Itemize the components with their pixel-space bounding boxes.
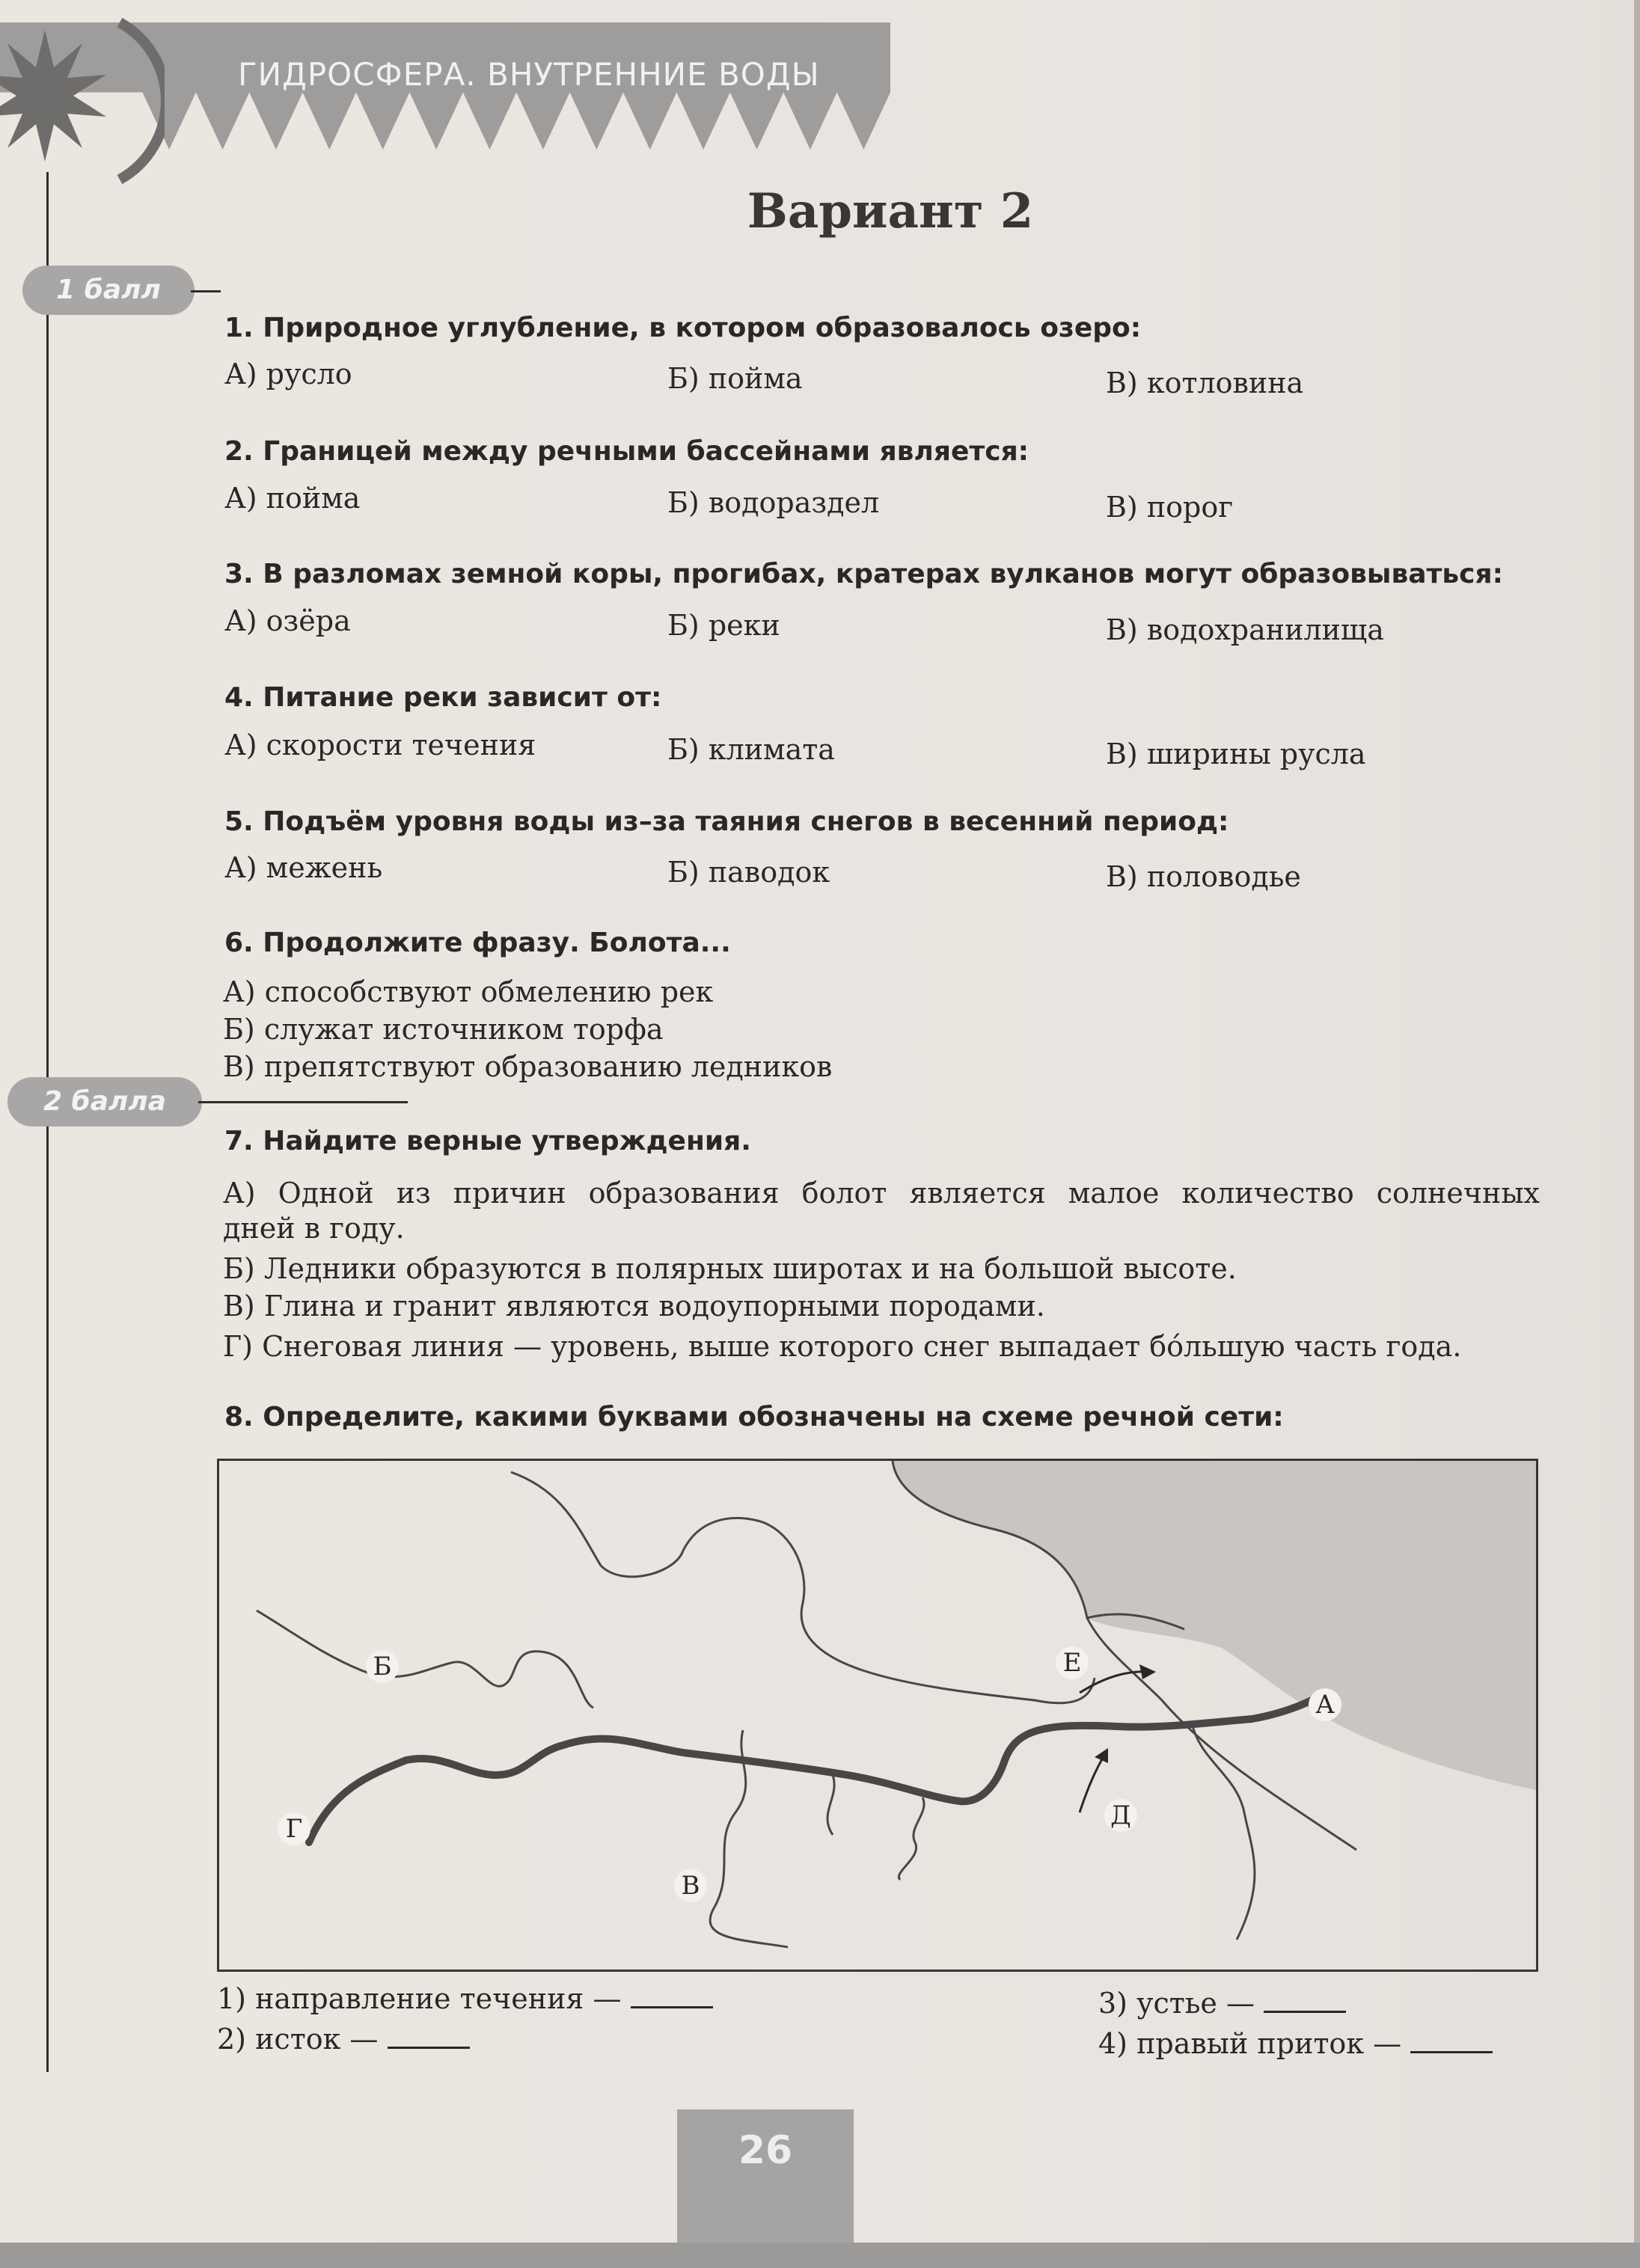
answer-1 (217, 1982, 713, 2015)
q4-option-b: Б) климата (667, 733, 835, 766)
answer-4-label: 4) правый приток — (1098, 2027, 1402, 2060)
q7-option-a-line1: А) Одной из причин образования болот является малое количество солнечных (223, 1177, 1540, 1210)
question-4-title: 4. Питание реки зависит от: (224, 682, 662, 713)
answer-4 (1098, 2027, 1493, 2060)
question-5-title: 5. Подъём уровня воды из–за таяния снегов в весенний период: (224, 806, 1229, 837)
answer-3 (1098, 1987, 1346, 2020)
q4-option-a: А) скорости течения (224, 729, 536, 761)
river-network-diagram (217, 1459, 1538, 1972)
river-tributary-d (1192, 1723, 1255, 1940)
q7-option-b: Б) Ледники образуются в полярных широтах и на большой высоте. (223, 1252, 1237, 1285)
answer-2-label: 2) исток — (217, 2023, 379, 2056)
q4-option-c: В) ширины русла (1106, 738, 1366, 770)
arrow-tributary-flow (1080, 1753, 1106, 1812)
river-map-svg (219, 1461, 1536, 1970)
page-bottom-edge (0, 2243, 1640, 2268)
q5-option-a: А) межень (224, 851, 383, 884)
question-2-title: 2. Границей между речными бассейнами является: (224, 436, 1029, 467)
score-badge-2: 2 балла (7, 1077, 202, 1127)
question-3-title: 3. В разломах земной коры, прогибах, кратерах вулканов могут образовываться: (224, 559, 1504, 589)
answer-4-blank[interactable] (1410, 2029, 1493, 2053)
question-6-title: 6. Продолжите фразу. Болота... (224, 928, 731, 958)
map-label-g: Г (285, 1814, 303, 1844)
q6-option-c: В) препятствуют образованию ледников (223, 1050, 833, 1083)
score-rule-2 (198, 1101, 408, 1103)
q6-option-b: Б) служат источником торфа (223, 1013, 664, 1046)
river-tributary-small (899, 1797, 924, 1880)
question-1-title: 1. Природное углубление, в котором образовалось озеро: (224, 313, 1142, 343)
question-8-title: 8. Определите, какими буквами обозначены на схеме речной сети: (224, 1402, 1284, 1432)
q7-option-c: В) Глина и гранит являются водоупорными породами. (223, 1290, 1045, 1323)
star-emblem-icon (0, 15, 165, 187)
q3-option-b: Б) реки (667, 609, 780, 642)
map-label-e: Е (1062, 1648, 1082, 1678)
variant-title: Вариант 2 (747, 183, 1034, 239)
answer-2-blank[interactable] (388, 2024, 470, 2049)
q7-option-a-line2: дней в году. (223, 1212, 405, 1245)
q1-option-c: В) котловина (1106, 367, 1304, 399)
q2-option-b: Б) водораздел (667, 486, 880, 519)
answer-3-blank[interactable] (1264, 1988, 1346, 2013)
map-label-v: В (681, 1871, 700, 1901)
answer-1-label: 1) направление течения — (217, 1982, 622, 2015)
page-number: 26 (738, 2128, 793, 2173)
map-label-b: Б (373, 1652, 392, 1682)
answer-3-label: 3) устье — (1098, 1987, 1255, 2020)
map-label-a: А (1315, 1690, 1335, 1720)
arrow-main-flow-head (1139, 1664, 1156, 1679)
q1-option-a: А) русло (224, 358, 352, 390)
map-label-d: Д (1110, 1800, 1131, 1830)
q2-option-a: А) пойма (224, 482, 361, 515)
score-badge-1: 1 балл (22, 266, 195, 315)
q7-option-d: Г) Снеговая линия — уровень, выше которого снег выпадает бо́льшую часть года. (223, 1330, 1462, 1363)
q3-option-a: А) озёра (224, 604, 351, 637)
score-rule-1 (191, 290, 221, 292)
section-title: ГИДРОСФЕРА. ВНУТРЕННИЕ ВОДЫ (238, 56, 820, 93)
river-branch-b (257, 1610, 593, 1708)
q1-option-b: Б) пойма (667, 362, 803, 395)
page-edge (1634, 0, 1640, 2244)
q5-option-b: Б) паводок (667, 856, 830, 889)
sea-area (893, 1461, 1536, 1790)
q2-option-c: В) порог (1106, 491, 1234, 524)
river-tributary-small-2 (827, 1775, 834, 1835)
q3-option-c: В) водохранилища (1106, 613, 1384, 646)
main-river (309, 1700, 1312, 1842)
q6-option-a: А) способствуют обмелению рек (223, 975, 714, 1008)
answer-1-blank[interactable] (631, 1984, 713, 2008)
answer-2 (217, 2023, 470, 2056)
q5-option-c: В) половодье (1106, 860, 1301, 893)
question-7-title: 7. Найдите верные утверждения. (224, 1126, 751, 1156)
